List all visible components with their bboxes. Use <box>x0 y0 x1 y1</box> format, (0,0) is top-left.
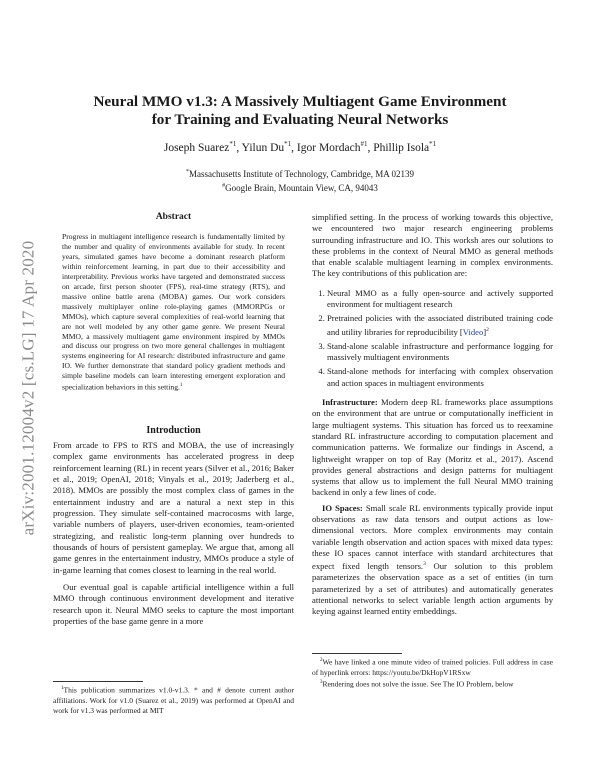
abstract-block <box>53 212 294 393</box>
affiliation: #Google Brain, Mountain View, CA, 94043 <box>222 183 378 193</box>
affiliation: *Massachusetts Institute of Technology, Cambridge, MA 02139 <box>185 169 415 179</box>
footnote-divider <box>312 653 402 654</box>
continuation-paragraph: simplified setting. In the process of working towards this objective, we encountered two major research engineering problems surrounding infrastructure and IO. This worksh ares our solutions to these problems in the context of Neural MMO as general methods that enable scalable multiagent learning in complex environments. The key contributions of this publication are: <box>312 212 553 279</box>
abstract-text: Progress in multiagent intelligence research is fundamentally limited by the number and quality of environments available for study. In recent years, simulated games have become a dominant research platform within reinforcement learning, in part due to their accessibility and interpretability. Previous works have targeted and demonstrated success on arcade, first person shooter (FPS), real-time strategy (RTS), and massive online battle arena (MOBA) games. Our work considers massively multiplayer online role-playing games (MMORPGs or MMOs), which capture several complexities of real-world learning that are not well modeled by any other game genre. We present Neural MMO, a massively multiagent game environment inspired by MMOs and discuss our progress on two more general challenges in multiagent systems engineering for AI research: distributed infrastructure and game IO. We further demonstrate that standard policy gradient methods and simple baseline models can learn interesting emergent exploration and specialization behaviors in this setting.$^1$ <box>62 232 285 392</box>
paper-title <box>60 93 540 129</box>
footnote: $^3$Rendering does not solve the issue. See The IO Problem, below <box>320 679 514 688</box>
author: Yilun Du$^{*1}$, <box>241 140 297 154</box>
introduction-heading: Introduction <box>146 425 201 436</box>
io-spaces-paragraph: IO Spaces: Small scale RL environments typically provide input observations as raw data tensors and output actions as low-dimensional vectors. More complex environments may contain variable length observation and action spaces with mixed data types: these IO spaces cannot interface with standard architectures that expect fixed length tensors.$^3$ Our solution to this problem parameterizes the observation space as a set of entities (in turn parameterized by a set of attributes) and automatically generates attentional networks to select variable length action arguments by keying against learned entity embeddings. <box>312 502 553 617</box>
author: Phillip Isola$^{*1}$ <box>373 140 437 154</box>
infrastructure-paragraph: Infrastructure: Modern deep RL frameworks place assumptions on the environment that are untrue or computationally inefficient in large multiagent systems. This situation has forced us to reexamine standard RL infrastructure according to computation placement and communication patterns. We formalize our findings in Ascend, a lightweight wrapper on top of Ray (Moritz et al., 2017). Ascend provides general abstractions and design patterns for multiagent systems that allow us to implement the full Neural MMO training backend in only a few lines of code. <box>312 397 553 498</box>
arxiv-stamp <box>8 200 48 576</box>
author: Igor Mordach$^{\#1}$, <box>296 140 374 154</box>
list-item: 3. Stand-alone scalable infrastructure and performance logging for massively multiagent environments <box>327 341 553 364</box>
affiliations <box>60 166 540 194</box>
footnotes-right <box>312 656 553 689</box>
footnote: $^2$We have linked a one minute video of trained policies. Full address in case of hyperlink errors: https://youtu.be/DkHopV1RSxw <box>312 657 553 677</box>
intro-paragraph: Our eventual goal is capable artificial intelligence within a full MMO through continuous environment development and iterative research upon it. Neural MMO seeks to capture the most important properties of the base game genre in a more <box>53 582 294 627</box>
title-line-1: Neural MMO v1.3: A Massively Multiagent Game Environment <box>93 93 507 110</box>
footnote: $^1$This publication summarizes v1.0-v1.3. * and # denote current author affiliations. Work for v1.0 (Suarez et al., 2019) was performed at OpenAI and work for v1.3 was performed at MIT <box>53 685 294 715</box>
abstract-heading: Abstract <box>155 212 192 222</box>
footnote-divider <box>53 681 143 682</box>
title-line-2: for Training and Evaluating Neural Networks <box>151 111 449 128</box>
introduction-body <box>53 440 294 628</box>
right-column <box>312 212 553 618</box>
list-item: 2. Pretrained policies with the associated distributed training code and utility libraries for reproducibility [Video]$^2$ <box>327 313 553 337</box>
arxiv-stamp-text: arXiv:2001.12004v2 [cs.LG] 17 Apr 2020 <box>18 240 37 536</box>
video-link[interactable]: Video <box>462 326 484 337</box>
contributions-list <box>312 288 553 389</box>
list-item: 4. Stand-alone methods for interfacing with complex observation and action spaces in multiagent environments <box>327 366 553 389</box>
author-list <box>60 140 540 154</box>
footnotes-left <box>53 684 294 716</box>
author: Joseph Suarez$^{*1}$, <box>163 140 242 154</box>
intro-paragraph: From arcade to FPS to RTS and MOBA, the use of increasingly complex game environments has accelerated progress in deep reinforcement learning (RL) in recent years (Silver et al., 2016; Baker et al., 2019; OpenAI, 2018; Vinyals et al., 2019; Jaderberg et al., 2018). MMOs are possibly the most complex class of games in the entertainment industry and are a natural a next step in this progression. They simulate self-contained macrocosms with large, variable numbers of players, user-driven economies, team-oriented strategizing, and realistic long-term planning over hundreds to thousands of hours of persistent gameplay. We argue that, among all game genres in the entertainment industry, MMOs produce a style of in-game learning that comes closest to learning in the real world. <box>53 440 294 575</box>
list-item: 1. Neural MMO as a fully open-source and actively supported environment for multiagent research <box>327 288 553 311</box>
